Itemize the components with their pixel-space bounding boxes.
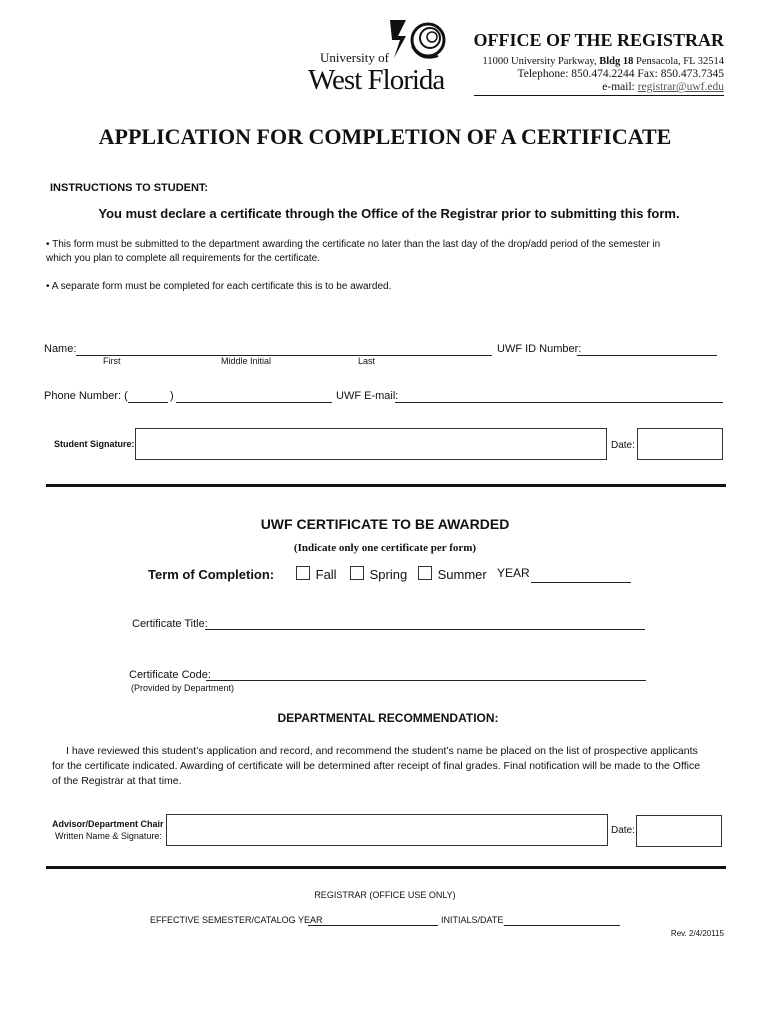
header-divider <box>474 95 724 96</box>
student-date-label: Date: <box>611 440 635 451</box>
initials-date-label: INITIALS/DATE <box>441 915 504 925</box>
nautilus-shell-icon <box>386 16 448 68</box>
registrar-email-link[interactable]: registrar@uwf.edu <box>637 81 724 93</box>
uwf-id-field[interactable] <box>577 342 717 356</box>
phone-close-paren: ) <box>170 390 174 402</box>
student-signature-label: Student Signature: <box>54 439 135 449</box>
certificate-title-label: Certificate Title: <box>132 618 208 630</box>
revision-note: Rev. 2/4/20115 <box>670 929 724 938</box>
phone-area-code-field[interactable] <box>128 390 168 403</box>
name-label: Name: <box>44 343 77 355</box>
effective-semester-field[interactable] <box>308 914 438 926</box>
logo-west-florida: West Florida <box>308 64 445 96</box>
instruction-bullet-2: • A separate form must be completed for each certificate this is to be awarded. <box>46 281 392 292</box>
advisor-label: Advisor/Department Chair <box>52 819 164 829</box>
first-name-caption: First <box>103 356 121 366</box>
form-title: APPLICATION FOR COMPLETION OF A CERTIFICATE <box>98 124 672 149</box>
year-label: YEAR <box>497 566 530 580</box>
logo-university-of: University of <box>320 50 389 65</box>
office-email: e-mail: registrar@uwf.edu <box>602 81 724 93</box>
certificate-code-field[interactable] <box>206 668 646 681</box>
recommendation-heading: DEPARTMENTAL RECOMMENDATION: <box>277 711 499 725</box>
recommendation-text-3: of the Registrar at that time. <box>52 775 182 787</box>
term-option-summer[interactable]: Summer <box>418 566 487 582</box>
student-date-field[interactable] <box>637 428 723 460</box>
instruction-bullet-1b: which you plan to complete all requirements for the certificate. <box>46 253 321 264</box>
phone-number-field[interactable] <box>176 390 332 403</box>
uwf-email-field[interactable] <box>395 390 723 403</box>
uwf-email-label: UWF E-mail: <box>336 390 399 402</box>
uwf-id-label: UWF ID Number: <box>497 343 582 355</box>
instruction-bullet-1a: • This form must be submitted to the department awarding the certificate no later than the last day of the drop/add period of the semester in <box>46 239 661 250</box>
certificate-code-note: (Provided by Department) <box>131 683 235 693</box>
advisor-sublabel: Written Name & Signature: <box>55 831 162 841</box>
certificate-title-field[interactable] <box>205 617 645 630</box>
advisor-date-field[interactable] <box>636 815 722 847</box>
spring-checkbox[interactable] <box>350 566 364 580</box>
recommendation-text-2: for the certificate indicated. Awarding of certificate will be determined after receipt of final grades. Final notification will be made to the Office <box>52 760 701 772</box>
office-phone-fax: Telephone: 850.474.2244 Fax: 850.473.7345 <box>517 68 724 80</box>
year-field[interactable] <box>531 568 631 583</box>
registrar-heading: REGISTRAR (OFFICE USE ONLY) <box>314 890 456 900</box>
fall-checkbox[interactable] <box>296 566 310 580</box>
declare-notice: You must declare a certificate through the Office of the Registrar prior to submitting this form. <box>98 206 680 221</box>
student-signature-field[interactable] <box>135 428 607 460</box>
office-address: 11000 University Parkway, Bldg 18 Pensacola, FL 32514 <box>482 56 724 67</box>
last-name-caption: Last <box>358 356 376 366</box>
instructions-heading: INSTRUCTIONS TO STUDENT: <box>50 182 209 194</box>
phone-label: Phone Number: ( <box>44 390 128 402</box>
office-title: OFFICE OF THE REGISTRAR <box>473 30 724 50</box>
university-logo <box>306 14 456 94</box>
advisor-signature-field[interactable] <box>166 814 608 846</box>
middle-initial-caption: Middle Initial <box>221 356 272 366</box>
initials-date-field[interactable] <box>504 914 620 926</box>
term-option-fall[interactable]: Fall <box>296 566 337 582</box>
advisor-date-label: Date: <box>611 825 635 836</box>
effective-semester-label: EFFECTIVE SEMESTER/CATALOG YEAR <box>150 915 323 925</box>
certificate-code-label: Certificate Code: <box>129 669 211 681</box>
term-option-spring[interactable]: Spring <box>350 566 407 582</box>
certificate-heading: UWF CERTIFICATE TO BE AWARDED <box>260 516 510 532</box>
summer-checkbox[interactable] <box>418 566 432 580</box>
name-field[interactable] <box>76 342 492 356</box>
certificate-subheading: (Indicate only one certificate per form) <box>293 542 477 554</box>
section-divider-1 <box>46 484 726 487</box>
section-divider-2 <box>46 866 726 869</box>
recommendation-text-1: I have reviewed this student’s application and record, and recommend the student’s name be placed on the list of prospective applicants <box>66 745 698 757</box>
term-label: Term of Completion: <box>148 567 275 582</box>
